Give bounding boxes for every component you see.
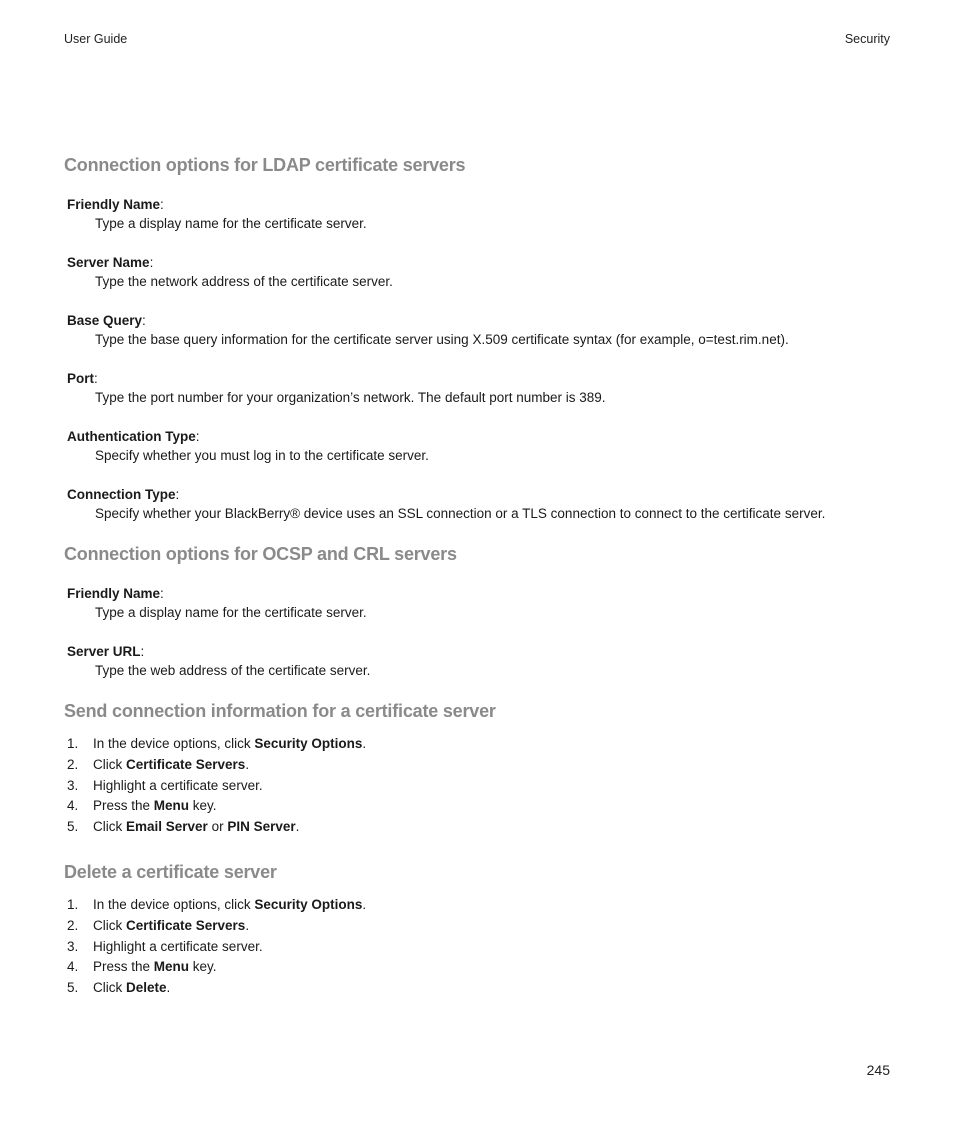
definition-term: Friendly Name: [67, 197, 164, 212]
definition-term: Authentication Type: [67, 429, 200, 444]
section-title-send: Send connection information for a certificate server [64, 701, 496, 721]
page-number: 245 [866, 1062, 890, 1078]
definition-item [67, 486, 890, 524]
definition-term: Base Query: [67, 313, 146, 328]
step-item: 1. In the device options, click Security Options. [67, 736, 367, 751]
definition-item [67, 643, 890, 681]
delete-steps-list [67, 895, 890, 999]
section-title-ocsp: Connection options for OCSP and CRL servers [64, 544, 457, 564]
definition-description: Type the port number for your organization’s network. The default port number is 389. [95, 390, 606, 405]
definition-description: Specify whether your BlackBerry® device uses an SSL connection or a TLS connection to connect to the certificate server. [95, 506, 826, 521]
step-item: 3. Highlight a certificate server. [67, 938, 263, 954]
definition-description: Type the web address of the certificate server. [95, 663, 371, 678]
definition-item [67, 196, 890, 234]
step-item: 2. Click Certificate Servers. [67, 917, 250, 933]
step-item: 2. Click Certificate Servers. [67, 756, 250, 772]
definition-item [67, 428, 890, 466]
definition-term: Port: [67, 371, 98, 386]
definition-term: Connection Type: [67, 487, 180, 502]
definition-item [67, 312, 890, 350]
definition-term: Server Name: [67, 255, 154, 270]
definition-item [67, 585, 890, 623]
step-item: 5. Click Delete. [67, 980, 171, 996]
step-item: 4. Press the Menu key. [67, 798, 217, 814]
step-item: 5. Click Email Server or PIN Server. [67, 819, 300, 835]
definition-description: Type a display name for the certificate server. [95, 605, 367, 620]
definition-item [67, 370, 890, 408]
page-content [64, 155, 890, 999]
header-section-title: Security [844, 32, 890, 46]
definition-description: Type a display name for the certificate server. [95, 216, 367, 231]
definition-description: Specify whether you must log in to the certificate server. [95, 448, 429, 463]
definition-item [67, 254, 890, 292]
header-doc-title: User Guide [64, 32, 128, 46]
page-header [64, 32, 890, 46]
definition-description: Type the base query information for the certificate server using X.509 certificate syntax (for example, o=test.rim.net). [95, 332, 789, 347]
step-item: 4. Press the Menu key. [67, 959, 217, 975]
definition-description: Type the network address of the certificate server. [95, 274, 393, 289]
ldap-options-list [67, 196, 890, 524]
definition-term: Friendly Name: [67, 586, 164, 601]
step-item: 3. Highlight a certificate server. [67, 777, 263, 793]
section-title-delete: Delete a certificate server [64, 861, 277, 882]
section-title-ldap: Connection options for LDAP certificate servers [64, 155, 466, 175]
ocsp-options-list [67, 585, 890, 681]
step-item: 1. In the device options, click Security Options. [67, 896, 367, 912]
definition-term: Server URL: [67, 644, 145, 659]
send-steps-list [67, 734, 890, 838]
